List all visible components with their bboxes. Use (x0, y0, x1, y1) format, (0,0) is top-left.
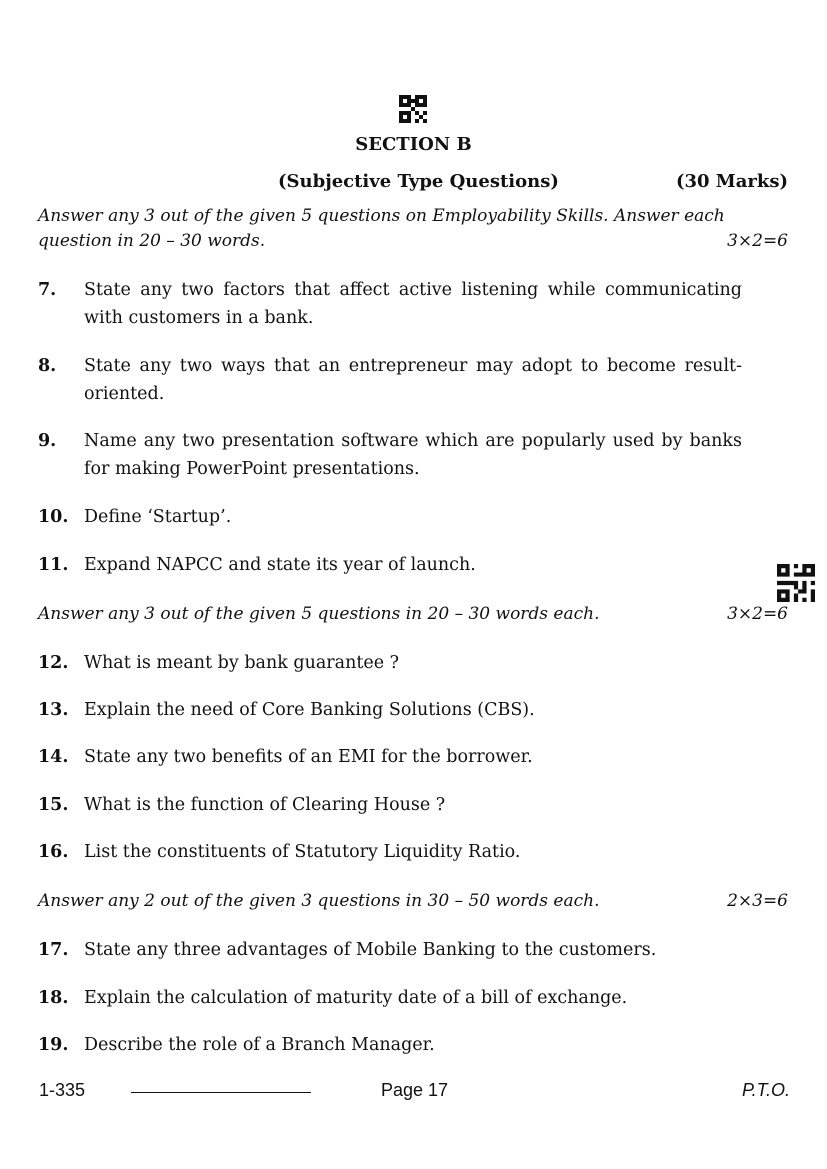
question-number: 10. (38, 507, 69, 527)
question-text: Describe the role of a Branch Manager. (84, 1035, 435, 1055)
question-item (38, 276, 742, 332)
question-number: 19. (38, 1035, 69, 1055)
question-item (38, 984, 742, 1012)
question-item (38, 838, 742, 866)
section-subtitle: (Subjective Type Questions) (278, 171, 559, 192)
question-text: Name any two presentation software which are popularly used by banks for making PowerPoint presentations. (84, 431, 742, 479)
question-text: Define ‘Startup’. (84, 507, 232, 527)
question-text: State any two benefits of an EMI for the borrower. (84, 747, 533, 767)
section-title: SECTION B (355, 134, 472, 155)
marks-scheme: 3×2=6 (727, 604, 788, 624)
question-item (38, 503, 742, 531)
question-number: 12. (38, 653, 69, 673)
question-number: 15. (38, 795, 69, 815)
section-marks: (30 Marks) (675, 171, 788, 192)
paper-code: 1-335 (39, 1080, 86, 1100)
question-item (38, 743, 742, 771)
question-text: State any two ways that an entrepreneur may adopt to become result-oriented. (84, 356, 742, 404)
question-number: 13. (38, 700, 69, 720)
footer-divider (131, 1092, 311, 1093)
question-text: Explain the calculation of maturity date of a bill of exchange. (84, 988, 628, 1008)
instruction-group-2 (38, 602, 788, 627)
question-number: 8. (38, 356, 57, 376)
question-text: List the constituents of Statutory Liquidity Ratio. (84, 842, 521, 862)
question-item (38, 352, 742, 408)
question-item (38, 649, 742, 677)
question-text: State any three advantages of Mobile Banking to the customers. (84, 940, 657, 960)
question-item (38, 1031, 742, 1059)
question-item (38, 696, 742, 724)
question-item (38, 551, 742, 579)
question-item (38, 936, 742, 964)
question-number: 9. (38, 431, 57, 451)
question-text: What is meant by bank guarantee ? (84, 653, 400, 673)
marks-scheme: 3×2=6 (727, 231, 788, 251)
question-item (38, 427, 742, 483)
pto-label: P.T.O. (741, 1080, 790, 1100)
instruction-text: Answer any 3 out of the given 5 questions on Employability Skills. Answer each question in 20 – 30 words. (38, 206, 725, 251)
question-number: 18. (38, 988, 69, 1008)
instruction-text: Answer any 2 out of the given 3 questions in 30 – 50 words each. (38, 891, 600, 911)
question-number: 11. (38, 555, 69, 575)
question-number: 17. (38, 940, 69, 960)
qr-code-icon (399, 95, 427, 123)
question-number: 7. (38, 280, 57, 300)
question-number: 16. (38, 842, 69, 862)
question-text: State any two factors that affect active listening while communicating with customers in a bank. (84, 280, 742, 328)
question-text: Explain the need of Core Banking Solutions (CBS). (84, 700, 535, 720)
qr-code-icon (777, 564, 815, 602)
question-item (38, 791, 742, 819)
marks-scheme: 2×3=6 (727, 891, 788, 911)
instruction-group-3 (38, 889, 788, 914)
question-number: 14. (38, 747, 69, 767)
instruction-group-1 (38, 204, 788, 254)
question-text: Expand NAPCC and state its year of launch. (84, 555, 476, 575)
page-number: Page 17 (381, 1080, 449, 1100)
question-text: What is the function of Clearing House ? (84, 795, 446, 815)
instruction-text: Answer any 3 out of the given 5 questions in 20 – 30 words each. (38, 604, 600, 624)
